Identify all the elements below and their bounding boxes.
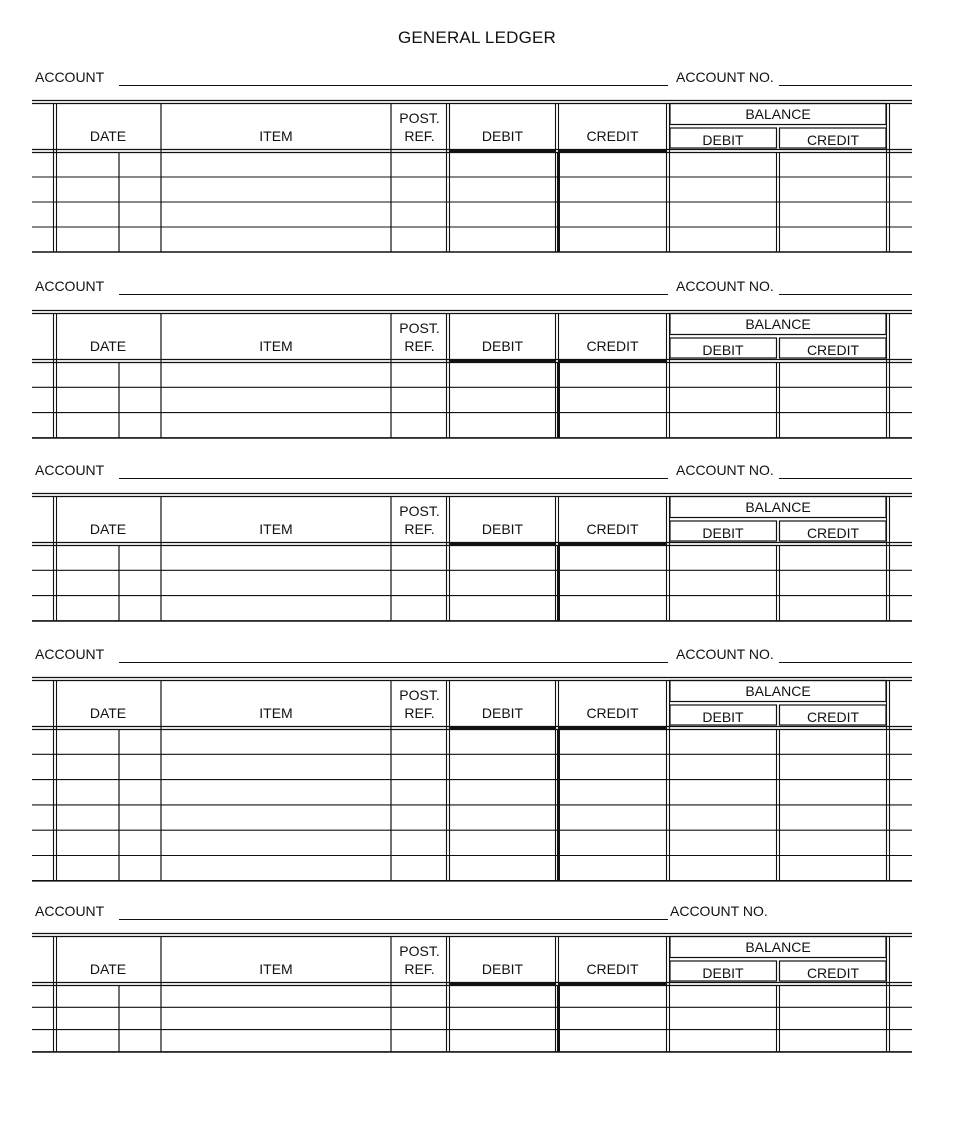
credit-header: CREDIT	[586, 338, 639, 354]
account-no-label: ACCOUNT NO.	[676, 646, 774, 662]
balance-header: BALANCE	[745, 106, 811, 122]
account-label: ACCOUNT	[35, 462, 105, 478]
post-label: POST.	[399, 503, 440, 519]
account-name-rule	[119, 662, 668, 663]
credit-header: CREDIT	[586, 961, 639, 977]
account-line	[0, 69, 954, 93]
account-no-field[interactable]	[783, 460, 908, 478]
ref-label: REF.	[404, 705, 435, 721]
balance-header: BALANCE	[745, 939, 811, 955]
debit-header: DEBIT	[481, 705, 524, 721]
credit-header: CREDIT	[586, 128, 639, 144]
page-title: GENERAL LEDGER	[397, 28, 557, 47]
date-header: DATE	[89, 338, 127, 354]
balance-debit-header: DEBIT	[702, 132, 744, 148]
post-ref-header	[391, 109, 448, 145]
ledger-table	[0, 310, 954, 440]
ref-label: REF.	[404, 961, 435, 977]
post-ref-header	[391, 686, 448, 722]
account-line	[0, 646, 954, 670]
account-name-field[interactable]	[124, 276, 664, 294]
account-no-rule	[779, 662, 912, 663]
balance-debit-header: DEBIT	[702, 525, 744, 541]
account-no-label: ACCOUNT NO.	[670, 903, 768, 919]
item-header: ITEM	[259, 128, 293, 144]
ref-label: REF.	[404, 128, 435, 144]
date-header: DATE	[89, 128, 127, 144]
account-name-field[interactable]	[124, 901, 664, 919]
post-label: POST.	[399, 110, 440, 126]
post-ref-header	[391, 319, 448, 355]
account-label: ACCOUNT	[35, 69, 105, 85]
balance-debit-header: DEBIT	[702, 965, 744, 981]
account-line	[0, 462, 954, 486]
balance-credit-header: CREDIT	[806, 965, 860, 981]
item-header: ITEM	[259, 521, 293, 537]
date-header: DATE	[89, 521, 127, 537]
account-name-field[interactable]	[124, 644, 664, 662]
credit-header: CREDIT	[586, 521, 639, 537]
ref-label: REF.	[404, 521, 435, 537]
account-no-label: ACCOUNT NO.	[676, 278, 774, 294]
account-no-rule	[779, 85, 912, 86]
ledger-grid	[0, 100, 954, 254]
item-header: ITEM	[259, 705, 293, 721]
account-no-rule	[779, 294, 912, 295]
balance-credit-header: CREDIT	[806, 709, 860, 725]
post-label: POST.	[399, 943, 440, 959]
balance-header: BALANCE	[745, 683, 811, 699]
account-no-field[interactable]	[783, 644, 908, 662]
account-no-label: ACCOUNT NO.	[676, 462, 774, 478]
ledger-table	[0, 933, 954, 1054]
ref-label: REF.	[404, 338, 435, 354]
item-header: ITEM	[259, 338, 293, 354]
account-name-field[interactable]	[124, 67, 664, 85]
debit-header: DEBIT	[481, 128, 524, 144]
account-label: ACCOUNT	[35, 278, 105, 294]
debit-header: DEBIT	[481, 338, 524, 354]
account-label: ACCOUNT	[35, 903, 105, 919]
ledger-table	[0, 677, 954, 883]
account-name-rule	[119, 919, 668, 920]
account-name-rule	[119, 294, 668, 295]
account-label: ACCOUNT	[35, 646, 105, 662]
debit-header: DEBIT	[481, 961, 524, 977]
debit-header: DEBIT	[481, 521, 524, 537]
account-no-field[interactable]	[774, 901, 908, 919]
credit-header: CREDIT	[586, 705, 639, 721]
account-line	[0, 278, 954, 302]
date-header: DATE	[89, 961, 127, 977]
date-header: DATE	[89, 705, 127, 721]
account-no-field[interactable]	[783, 276, 908, 294]
ledger-table	[0, 493, 954, 623]
post-ref-header	[391, 502, 448, 538]
balance-credit-header: CREDIT	[806, 525, 860, 541]
balance-header: BALANCE	[745, 499, 811, 515]
balance-debit-header: DEBIT	[702, 342, 744, 358]
account-name-rule	[119, 478, 668, 479]
balance-debit-header: DEBIT	[702, 709, 744, 725]
account-no-field[interactable]	[783, 67, 908, 85]
item-header: ITEM	[259, 961, 293, 977]
post-ref-header	[391, 942, 448, 978]
balance-header: BALANCE	[745, 316, 811, 332]
account-no-rule	[779, 478, 912, 479]
account-name-field[interactable]	[124, 460, 664, 478]
account-no-label: ACCOUNT NO.	[676, 69, 774, 85]
balance-credit-header: CREDIT	[806, 342, 860, 358]
account-line	[0, 903, 954, 927]
post-label: POST.	[399, 687, 440, 703]
balance-credit-header: CREDIT	[806, 132, 860, 148]
post-label: POST.	[399, 320, 440, 336]
ledger-table	[0, 100, 954, 254]
account-name-rule	[119, 85, 668, 86]
